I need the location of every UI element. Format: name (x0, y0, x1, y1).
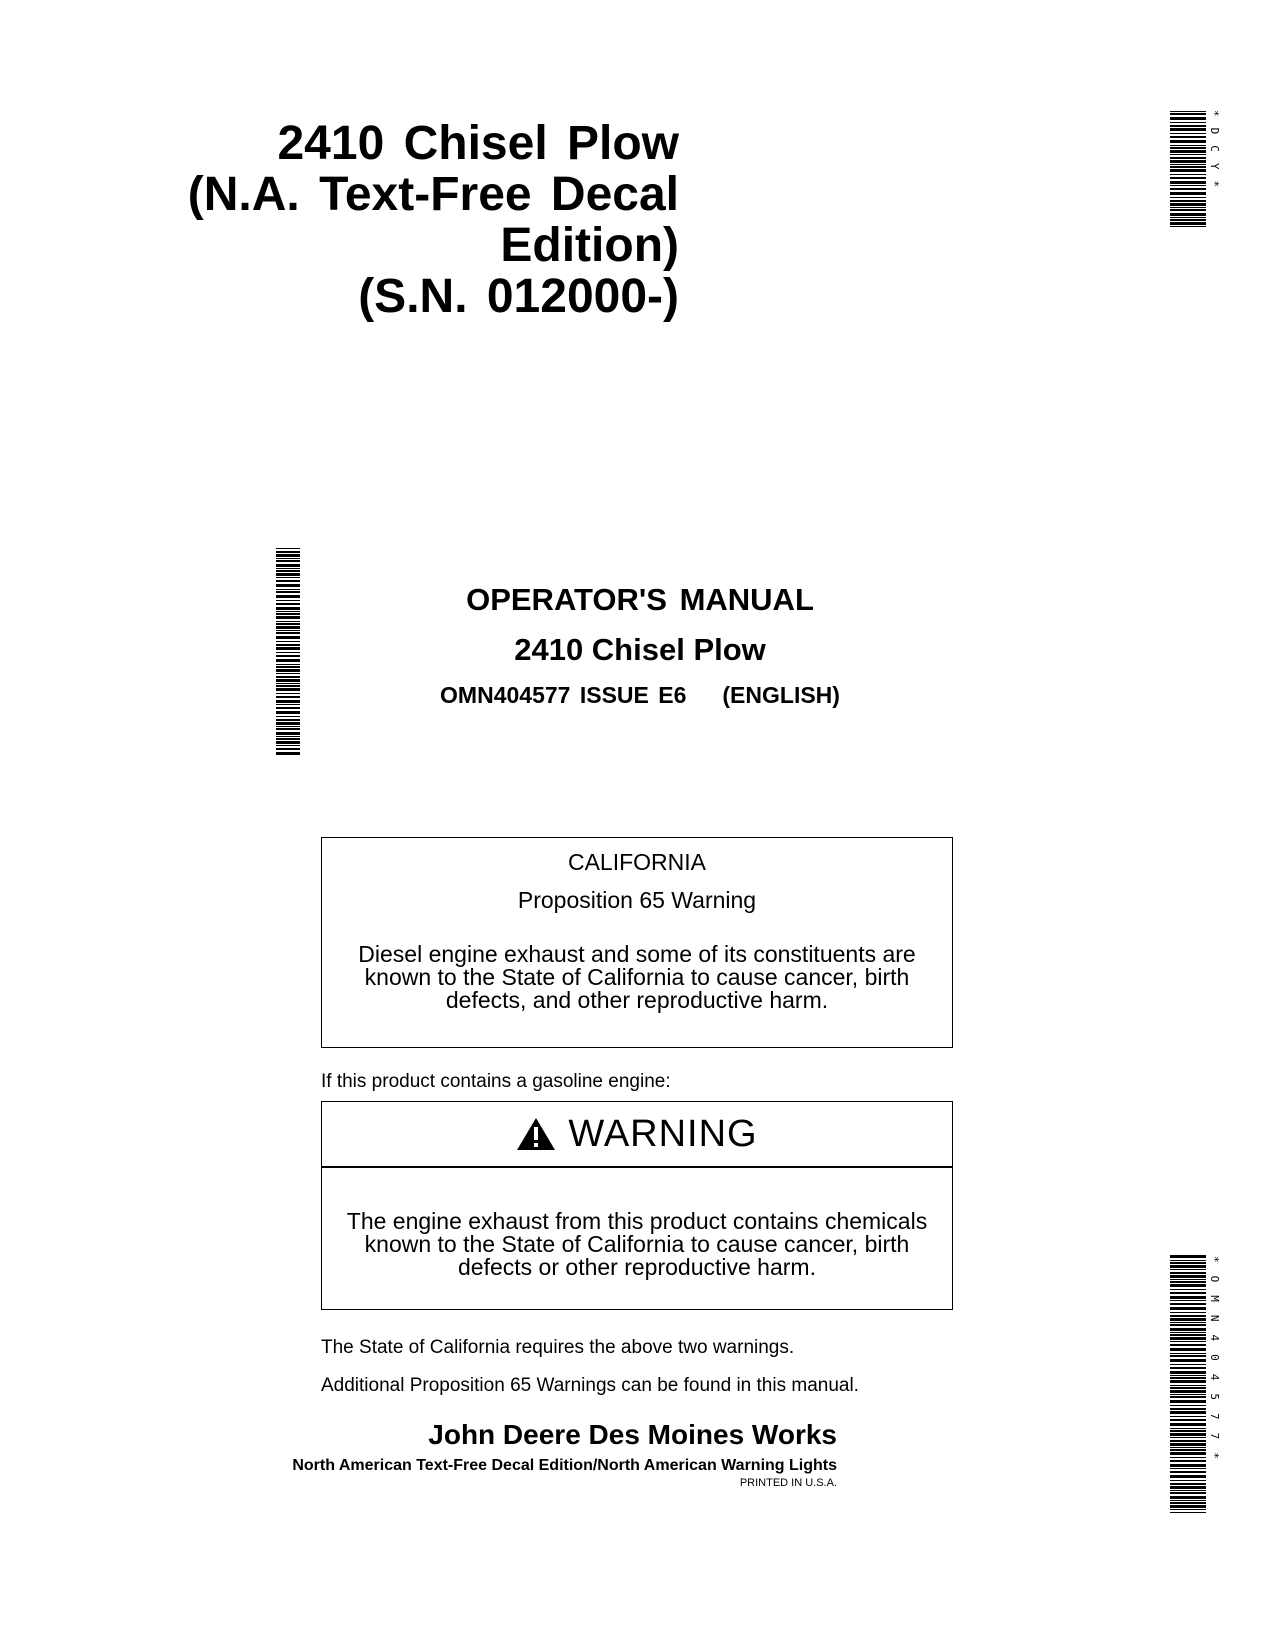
barcode-bar (276, 623, 300, 625)
printed-in: PRINTED IN U.S.A. (739, 1477, 837, 1489)
barcode-bar (1170, 185, 1206, 186)
barcode-bar (1170, 1289, 1206, 1290)
warning-header (322, 1102, 952, 1168)
barcode-bar (1170, 1430, 1206, 1432)
barcode-bar (1170, 1281, 1206, 1283)
barcode-bar (276, 577, 300, 578)
barcode-bar (276, 696, 300, 698)
barcode-bar (1170, 1428, 1206, 1429)
barcode-bar (1170, 209, 1206, 211)
barcode-bar (276, 548, 300, 549)
barcode-bar (276, 716, 300, 717)
barcode-bar (1170, 1292, 1206, 1294)
barcode-bar (276, 636, 300, 639)
barcode-bar (1170, 217, 1206, 218)
barcode-bar (1170, 1307, 1206, 1310)
barcode-bar (276, 584, 300, 587)
barcode-bar (1170, 1408, 1206, 1410)
edition-note: North American Text-Free Decal Edition/North American Warning Lights (292, 1457, 837, 1474)
barcode-bar (276, 613, 300, 615)
barcode-bar (276, 664, 300, 665)
barcode-bar (1170, 1355, 1206, 1357)
barcode-bar (1170, 1341, 1206, 1342)
barcode-bar (1170, 1512, 1206, 1513)
barcode-bar (1170, 133, 1206, 134)
gasoline-note: If this product contains a gasoline engine: (321, 1071, 671, 1092)
barcode-bar (1170, 1377, 1206, 1379)
barcode-bar (1170, 1433, 1206, 1436)
barcode-bar (1170, 1269, 1206, 1270)
barcode-bar (276, 589, 300, 590)
barcode-bar (276, 704, 300, 705)
additional-warnings-note: Additional Proposition 65 Warnings can be found in this manual. (321, 1375, 859, 1396)
barcode-bar (1170, 140, 1206, 143)
manual-code: OMN404577 ISSUE E6 (440, 682, 687, 708)
barcode-bar (276, 719, 300, 721)
barcode-bar (1170, 147, 1206, 149)
barcode-bar (276, 644, 300, 646)
barcode-bar (276, 607, 300, 610)
barcode-bar (1170, 1419, 1206, 1421)
barcode-bar (1170, 226, 1206, 227)
barcode-bar (1170, 174, 1206, 175)
barcode-bar (276, 632, 300, 634)
california-warning-text: Diesel engine exhaust and some of its constituents are known to the State of California to cause cancer, birth defects, and other reproductive harm. (358, 941, 916, 1013)
barcode-bar (276, 745, 300, 746)
barcode-bar (1170, 1464, 1206, 1467)
two-warnings-note: The State of California requires the above two warnings. (321, 1337, 795, 1358)
barcode-bar (1170, 1296, 1206, 1299)
barcode-bar (276, 700, 300, 703)
barcode-bar (276, 693, 300, 694)
barcode-bar (1170, 1496, 1206, 1499)
barcode-bar (1170, 1400, 1206, 1403)
barcode-bar (1170, 207, 1206, 208)
barcode-bar (1170, 1492, 1206, 1494)
warning-heading: WARNING (568, 1112, 758, 1155)
barcode-bar (1170, 1344, 1206, 1346)
barcode-bar (276, 655, 300, 657)
barcode-bar (1170, 1353, 1206, 1354)
barcode-bar (276, 554, 300, 557)
barcode-bar (1170, 1367, 1206, 1369)
top-right-barcode-text: *DCY* (1208, 110, 1221, 199)
barcode-bar (1170, 1318, 1206, 1321)
barcode-bar (276, 621, 300, 622)
left-barcode (276, 548, 302, 756)
california-warning-box (321, 837, 953, 1048)
barcode-bar (1170, 1375, 1206, 1376)
barcode-bar (1170, 1328, 1206, 1331)
title-line-4: (S.N. 012000-) (358, 270, 679, 323)
barcode-bar (276, 659, 300, 662)
barcode-bar (276, 573, 300, 576)
gasoline-warning-box (321, 1101, 953, 1310)
barcode-bar (1170, 169, 1206, 172)
barcode-bar (1170, 192, 1206, 195)
barcode-bar (276, 595, 300, 598)
barcode-bar (276, 683, 300, 684)
barcode-bar (1170, 113, 1206, 115)
barcode-bar (1170, 1505, 1206, 1508)
manual-heading-block (340, 580, 940, 710)
barcode-bar (1170, 1364, 1206, 1365)
barcode-bar (276, 626, 300, 629)
barcode-bar (1170, 213, 1206, 216)
manual-code-line (340, 680, 940, 710)
california-heading: CALIFORNIA (567, 849, 707, 875)
barcode-bar (276, 647, 300, 650)
barcode-bar (1170, 1262, 1206, 1264)
barcode-bar (276, 568, 300, 569)
barcode-bar (1170, 150, 1206, 153)
barcode-bar (1170, 1279, 1206, 1280)
title-line-2: (N.A. Text-Free Decal (187, 168, 679, 221)
barcode-bar (1170, 1411, 1206, 1414)
barcode-bar (1170, 1483, 1206, 1485)
footer (292, 1418, 837, 1490)
barcode-bar (1170, 122, 1206, 123)
barcode-bar (1170, 1260, 1206, 1261)
barcode-bar (1170, 1337, 1206, 1340)
barcode-bar (276, 738, 300, 740)
barcode-bar (276, 666, 300, 668)
title-line-1: 2410 Chisel Plow (277, 117, 679, 170)
title-line-3: Edition) (500, 219, 679, 272)
document-title (188, 118, 679, 322)
barcode-bar (276, 688, 300, 691)
barcode-bar (1170, 1300, 1206, 1301)
barcode-bar (1170, 154, 1206, 155)
barcode-bar (1170, 1449, 1206, 1451)
barcode-bar (1170, 1380, 1206, 1383)
barcode-bar (1170, 1275, 1206, 1278)
barcode-bar (1170, 1447, 1206, 1448)
barcode-bar (1170, 1486, 1206, 1489)
barcode-bar (1170, 1324, 1206, 1326)
barcode-bar (1170, 1315, 1206, 1317)
manual-heading: OPERATOR'S MANUAL (466, 582, 814, 617)
barcode-bar (276, 558, 300, 559)
barcode-bar (1170, 1460, 1206, 1462)
barcode-bar (1170, 1452, 1206, 1455)
proposition-65-heading: Proposition 65 Warning (517, 887, 757, 913)
barcode-bar (1170, 1468, 1206, 1469)
barcode-bar (1170, 1312, 1206, 1313)
barcode-bar (1170, 1480, 1206, 1481)
barcode-bar (1170, 200, 1206, 202)
barcode-bar (1170, 1332, 1206, 1333)
manual-model: 2410 Chisel Plow (514, 632, 766, 667)
barcode-bar (276, 707, 300, 709)
barcode-bar (276, 728, 300, 730)
barcode-bar (1170, 1443, 1206, 1446)
barcode-bar (1170, 1348, 1206, 1351)
barcode-bar (276, 600, 300, 601)
barcode-bar (276, 685, 300, 687)
barcode-bar (1170, 1416, 1206, 1417)
barcode-bar (1170, 1303, 1206, 1305)
barcode-bar (276, 676, 300, 678)
barcode-bar (276, 630, 300, 631)
warning-triangle-icon (516, 1117, 556, 1151)
barcode-bar (276, 652, 300, 653)
barcode-bar (1170, 1390, 1206, 1393)
barcode-bar (1170, 1471, 1206, 1473)
manual-language: (ENGLISH) (722, 682, 840, 708)
barcode-bar (276, 736, 300, 737)
bottom-right-barcode (1170, 1255, 1210, 1513)
barcode-bar (276, 741, 300, 744)
barcode-bar (1170, 1359, 1206, 1362)
barcode-bar (1170, 136, 1206, 138)
barcode-bar (276, 564, 300, 567)
barcode-bar (1170, 166, 1206, 168)
barcode-bar (1170, 1405, 1206, 1406)
barcode-bar (1170, 164, 1206, 165)
barcode-bar (1170, 145, 1206, 146)
barcode-bar (1170, 181, 1206, 184)
barcode-bar (1170, 188, 1206, 190)
barcode-bar (1170, 128, 1206, 131)
barcode-bar (1170, 1255, 1206, 1258)
barcode-bar (1170, 219, 1206, 221)
barcode-bar (276, 570, 300, 572)
barcode-bar (1170, 1385, 1206, 1386)
barcode-bar (1170, 1440, 1206, 1442)
barcode-bar (1170, 1284, 1206, 1287)
barcode-bar (276, 560, 300, 562)
barcode-bar (276, 611, 300, 612)
barcode-bar (1170, 1457, 1206, 1458)
barcode-bar (1170, 222, 1206, 225)
barcode-bar (276, 603, 300, 605)
barcode-bar (276, 669, 300, 672)
barcode-bar (1170, 197, 1206, 198)
barcode-bar (1170, 177, 1206, 179)
barcode-bar (276, 591, 300, 593)
gasoline-warning-text: The engine exhaust from this product contains chemicals known to the State of California to cause cancer, birth defects or other reproductive harm. (346, 1208, 928, 1280)
barcode-bar (1170, 111, 1206, 112)
barcode-bar (276, 673, 300, 674)
barcode-bar (1170, 1475, 1206, 1478)
barcode-bar (1170, 1387, 1206, 1389)
works-name: John Deere Des Moines Works (428, 1419, 837, 1450)
barcode-bar (276, 752, 300, 755)
top-right-barcode (1170, 111, 1210, 229)
barcode-bar (276, 641, 300, 642)
barcode-bar (276, 726, 300, 727)
barcode-bar (1170, 117, 1206, 120)
barcode-bar (276, 732, 300, 735)
barcode-bar (1170, 125, 1206, 127)
barcode-bar (1170, 1500, 1206, 1501)
barcode-bar (1170, 1396, 1206, 1398)
barcode-bar (1170, 1437, 1206, 1438)
barcode-bar (1170, 1371, 1206, 1374)
barcode-bar (1170, 1490, 1206, 1491)
barcode-bar (276, 679, 300, 682)
barcode-bar (276, 616, 300, 619)
barcode-bar (276, 722, 300, 725)
barcode-bar (276, 748, 300, 750)
barcode-bar (1170, 1394, 1206, 1395)
barcode-bar (276, 551, 300, 553)
barcode-bar (1170, 160, 1206, 163)
barcode-bar (1170, 1502, 1206, 1504)
barcode-bar (1170, 1509, 1206, 1510)
barcode-bar (1170, 1272, 1206, 1274)
barcode-bar (1170, 1423, 1206, 1426)
barcode-bar (1170, 1265, 1206, 1268)
barcode-bar (276, 580, 300, 582)
barcode-bar (1170, 157, 1206, 159)
barcode-bar (1170, 1334, 1206, 1336)
barcode-bar (1170, 1322, 1206, 1323)
barcode-bar (276, 711, 300, 714)
barcode-bar (1170, 203, 1206, 206)
bottom-right-barcode-text: *OMN404577* (1208, 1256, 1221, 1472)
